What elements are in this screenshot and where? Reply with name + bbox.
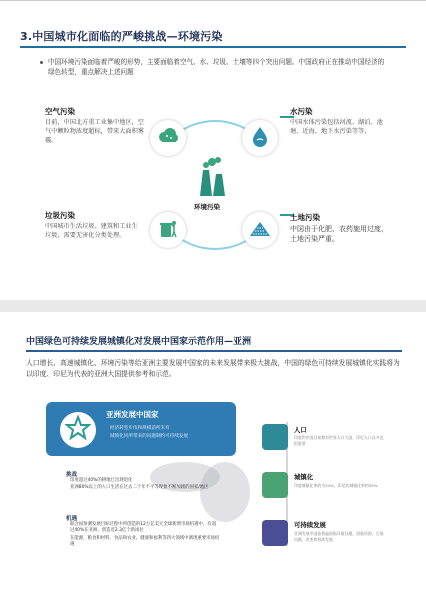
opportunity-item: 联合国预测发展目标过程中所创造的12万亿美元全球新增市场机遇中，有超过40%在亚洲，创造近2.3亿个新岗位 <box>70 522 217 534</box>
sustainable-badge <box>262 520 288 546</box>
trash-icon <box>157 217 179 243</box>
center-label: 环境污染 <box>194 203 220 211</box>
slide1-intro: 中国环境污染面临着严峻的形势，主要面临着空气、水、垃圾、土壤等四个突出问题。中国政府正在推动中国经济的绿色转型，重点解决上述问题 <box>48 58 385 76</box>
factory-icon <box>196 156 230 202</box>
population-title: 人口 <box>294 426 307 434</box>
air-pollution-text: 目前，中国北方重工业集中地区，空气中颗粒物浓度超标，带来大面积雾霾。 <box>45 119 144 144</box>
decorative-smudge <box>200 462 250 522</box>
water-pollution-text: 中国水体污染包括河流、湖泊、池塘、近海、地下水污染等等， <box>290 119 383 135</box>
water-pollution-badge <box>242 120 278 156</box>
star-badge <box>60 412 96 448</box>
urbanization-title: 城镇化 <box>294 473 314 481</box>
challenge-item: 印度超过40%的耕地已出现退化 <box>70 478 133 483</box>
soil-pollution-text: 中国由于化肥、农药施用过度，土地污染严重。 <box>290 225 388 243</box>
garbage-pollution-badge <box>150 212 186 248</box>
slide2-title: 中国绿色可持续发展城镇化对发展中国家示范作用—亚洲 <box>26 337 252 347</box>
star-icon <box>65 415 91 445</box>
cloud-icon <box>156 126 180 150</box>
sustainable-text: 亚洲发展中国家普遍面临环境问题，面临资源、污染问题，改变和持续发展 <box>294 531 384 542</box>
opportunity-item: 在能源、粮食和材料、食品和农业、健康和福利等四大领域中调现重要市场机遇 <box>70 536 220 548</box>
air-pollution-title: 空气污染 <box>45 107 75 116</box>
air-pollution-badge <box>150 120 186 156</box>
urbanization-text: 印度城镇化率约为34%，印尼约城镇化率约55% <box>294 483 378 488</box>
challenge-item: 亚洲80%以上的人口生活在过去二十年不平等现象不断加剧的国家/地区 <box>70 485 209 490</box>
slide2-title-underline <box>26 350 402 352</box>
bullet-dot <box>40 61 43 64</box>
title-underline <box>20 46 406 48</box>
urbanization-badge <box>262 472 288 498</box>
population-text: 印度和中国目前拥有世界人口大国，印尼人口众多也很重要 <box>294 435 384 446</box>
box-title: 亚洲发展中国家 <box>106 410 159 419</box>
slide2-intro: 人口增长、高速城镇化、环境污染等给亚洲主要发展中国家的未来发展带来极大挑战，中国的绿色可持续发展城镇化实践将为以印度、印尼为代表的亚洲大国提供参考和示范。 <box>26 359 400 378</box>
soil-pollution-title: 土地污染 <box>290 213 320 222</box>
opportunity-title: 机遇 <box>66 516 78 522</box>
population-badge <box>262 424 288 450</box>
water-drop-icon <box>250 125 270 151</box>
slide-asia-demonstration <box>0 312 426 600</box>
box-item: 经济转型步伐和规模前所未有 <box>110 426 170 431</box>
slide-top-border <box>0 0 426 1</box>
slide1-title: 3.中国城市化面临的严峻挑战—环境污染 <box>20 30 223 43</box>
water-pollution-title: 水污染 <box>290 107 313 116</box>
soil-pollution-badge <box>242 212 278 248</box>
garbage-pollution-text: 中国城市生活垃圾、建筑和工业生垃圾，需要无害化分类处理。 <box>45 223 138 239</box>
garbage-pollution-title: 垃圾污染 <box>45 211 75 220</box>
soil-icon <box>248 218 272 242</box>
challenge-title: 挑战 <box>66 472 78 478</box>
sustainable-title: 可持续发展 <box>294 521 326 529</box>
box-item: 城镇化同所带来的问题制约可持续发展 <box>110 434 189 439</box>
